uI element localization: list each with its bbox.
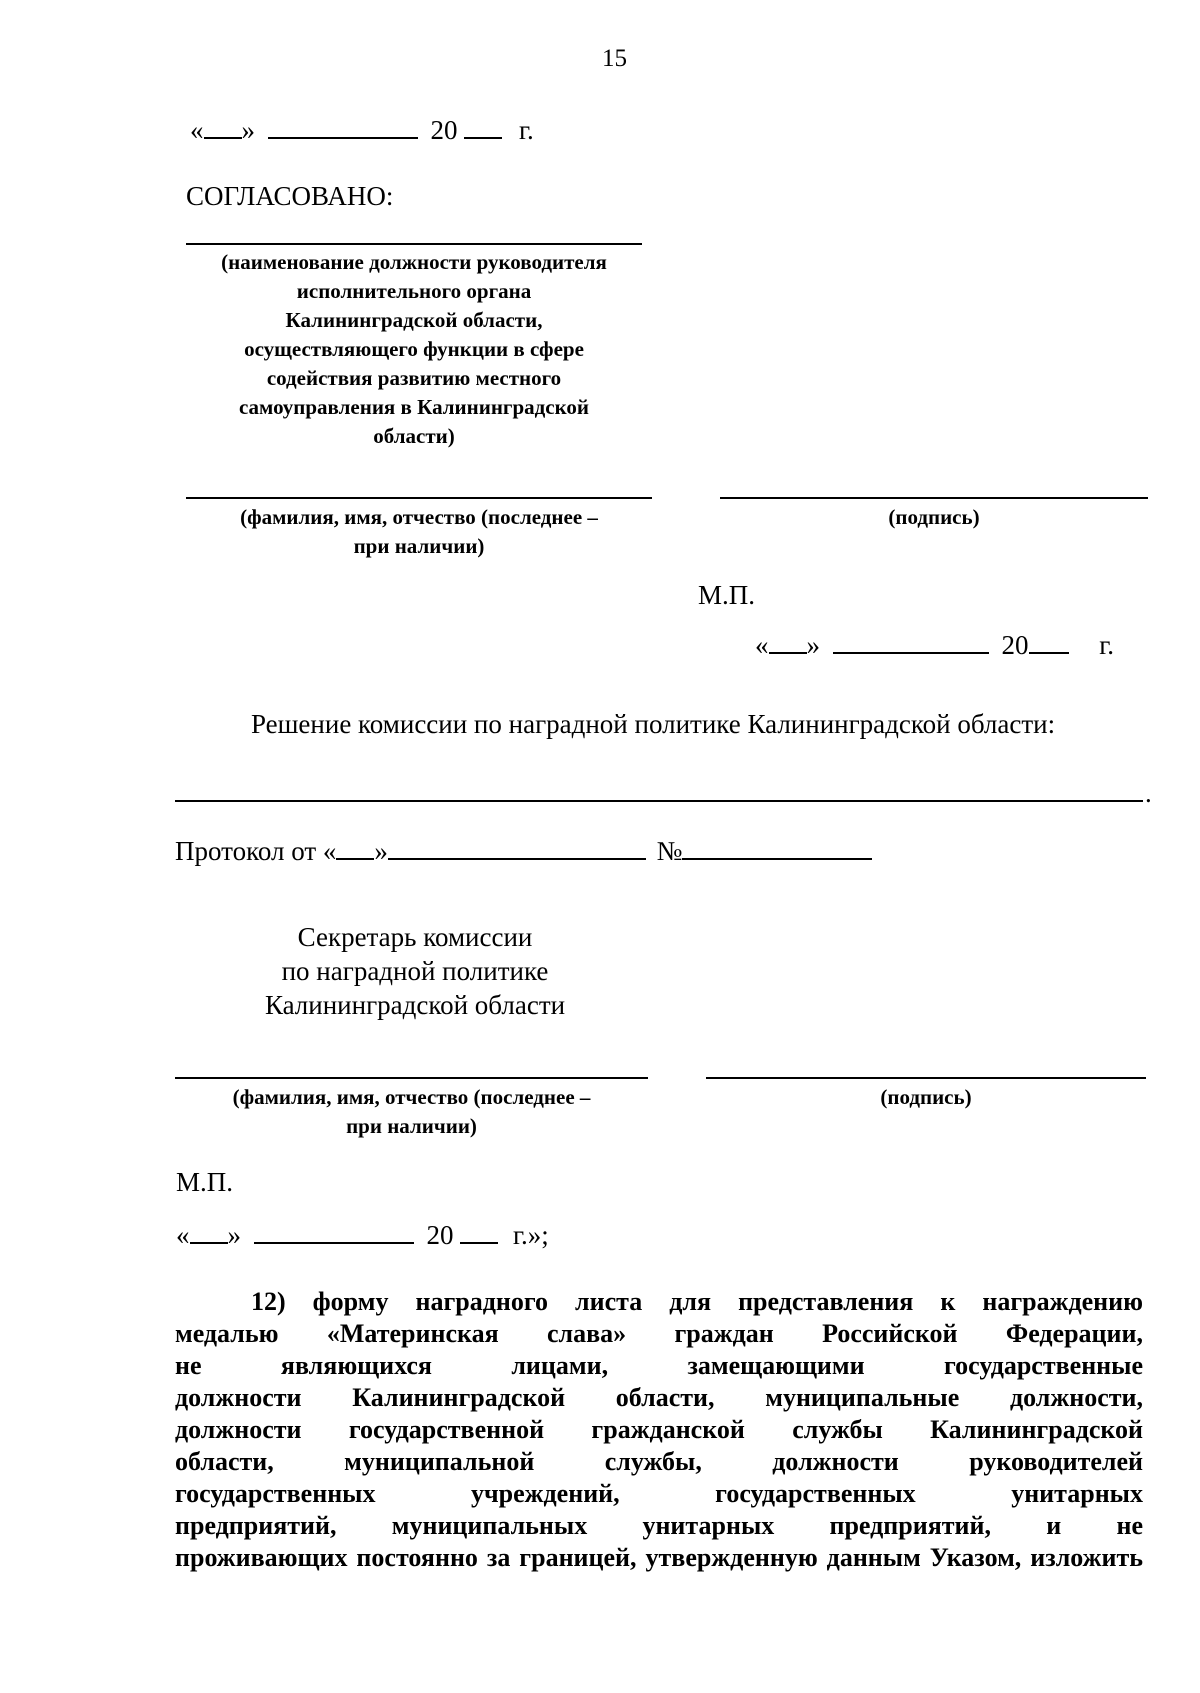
secretary-title-line: Калининградской области	[264, 990, 566, 1020]
date-open-quote: «	[176, 1220, 190, 1250]
signature-caption-1: (подпись)	[888, 505, 980, 529]
protocol-number-sign: №	[656, 836, 683, 866]
signature-caption-2: (подпись)	[880, 1085, 972, 1109]
position-caption-line: содействия развитию местного	[266, 366, 562, 390]
agreed-label: СОГЛАСОВАНО:	[186, 181, 394, 211]
date-open-quote: «	[190, 115, 204, 145]
date-year-suffix: г.»;	[513, 1220, 549, 1250]
decision-line	[175, 800, 1143, 802]
decision-line-end: .	[1145, 778, 1152, 808]
item-12-paragraph	[175, 1286, 1143, 1574]
protocol-open-quote: «	[322, 836, 337, 866]
signature-line-1	[720, 497, 1148, 499]
paragraph-line: государственных учреждений, государственных унитарных	[175, 1479, 1143, 1508]
position-signature-line	[186, 243, 642, 245]
page-number: 15	[602, 45, 627, 72]
date-close-quote: »	[241, 115, 255, 145]
position-caption-line: (наименование должности руководителя	[221, 250, 607, 274]
paragraph-line: должности Калининградской области, муниципальные должности,	[175, 1383, 1143, 1412]
name-caption-line: при наличии)	[353, 534, 485, 558]
date-year-prefix: 20	[430, 115, 458, 145]
protocol-close-quote: »	[374, 836, 388, 866]
position-caption-line: самоуправления в Калининградской	[238, 395, 590, 419]
date-year-suffix: г.	[519, 115, 534, 145]
paragraph-line: предприятий, муниципальных унитарных предприятий, и не	[175, 1511, 1143, 1540]
name-caption-line: (фамилия, имя, отчество (последнее –	[240, 505, 598, 529]
paragraph-line: проживающих постоянно за границей, утвержденную данным Указом, изложить	[175, 1543, 1143, 1572]
date-line-3	[176, 1222, 549, 1249]
secretary-title	[175, 920, 655, 1022]
position-caption-line: области)	[373, 424, 455, 448]
position-caption-line: осуществляющего функции в сфере	[244, 337, 584, 361]
secretary-title-line: Секретарь комиссии	[297, 922, 533, 952]
stamp-label-2: М.П.	[176, 1167, 234, 1197]
date-year-suffix: г.	[1099, 630, 1115, 660]
stamp-label-1: М.П.	[698, 580, 756, 610]
position-caption	[186, 248, 642, 451]
protocol-line	[175, 838, 872, 865]
name-caption-line: (фамилия, имя, отчество (последнее –	[232, 1085, 591, 1109]
date-close-quote: »	[806, 630, 820, 660]
date-line-top	[190, 117, 534, 144]
name-line-1	[186, 497, 652, 499]
date-open-quote: «	[755, 630, 769, 660]
position-caption-line: исполнительного органа	[296, 279, 532, 303]
date-close-quote: »	[227, 1220, 241, 1250]
paragraph-line: должности государственной гражданской службы Калининградской	[175, 1415, 1143, 1444]
date-year-prefix: 20	[1001, 630, 1029, 660]
paragraph-line: медалью «Материнская слава» граждан Российской Федерации,	[175, 1319, 1143, 1348]
paragraph-line: области, муниципальной службы, должности руководителей	[175, 1447, 1143, 1476]
date-year-prefix: 20	[426, 1220, 454, 1250]
date-line-2	[755, 632, 1114, 659]
paragraph-line: 12) форму наградного листа для представления к награждению	[251, 1287, 1143, 1316]
secretary-title-line: по наградной политике	[281, 956, 549, 986]
protocol-label: Протокол от	[175, 836, 317, 866]
position-caption-line: Калининградской области,	[285, 308, 543, 332]
signature-line-2	[706, 1077, 1146, 1079]
name-caption-line: при наличии)	[346, 1114, 477, 1138]
paragraph-line: не являющихся лицами, замещающими государственные	[175, 1351, 1143, 1380]
name-line-2	[175, 1077, 648, 1079]
name-caption-1	[186, 503, 652, 561]
commission-decision-label: Решение комиссии по наградной политике Калининградской области:	[251, 709, 1056, 739]
name-caption-2	[175, 1083, 648, 1141]
